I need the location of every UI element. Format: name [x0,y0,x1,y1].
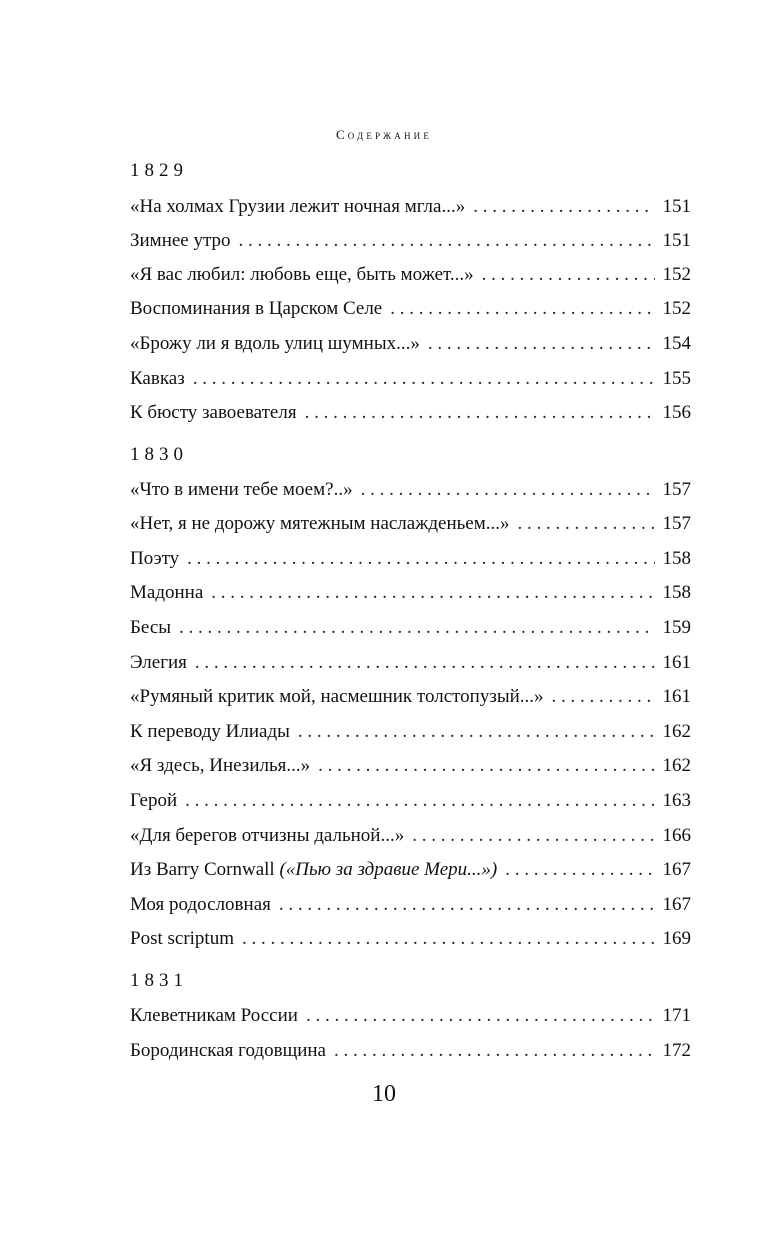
page-number: 152 [662,298,691,319]
toc-entry[interactable] [130,652,691,678]
page-number: 159 [662,617,691,638]
page-number: 158 [662,582,691,603]
leader-dots [242,928,655,950]
page-number: 157 [662,479,691,500]
leader-dots [482,264,655,286]
toc-entry[interactable] [130,333,691,359]
leader-dots [211,582,654,604]
leader-dots [505,859,654,881]
page-number: 172 [662,1040,691,1061]
leader-dots [179,617,654,639]
entry-title: Бородинская годовщина [130,1040,326,1061]
toc-entry[interactable] [130,617,691,643]
entry-title: Бесы [130,617,172,638]
toc-entry[interactable] [130,825,691,851]
entry-title: Мадонна [130,582,204,603]
page-number: 154 [662,333,691,354]
toc-entry[interactable] [130,548,691,574]
entry-title: Кавказ [130,368,185,389]
leader-dots [195,652,655,674]
toc-entry[interactable] [130,721,691,747]
entry-title: «Я здесь, Инезилья...» [130,755,311,776]
year-heading: 1829 [130,160,188,181]
page-number: 167 [662,859,691,880]
leader-dots [473,196,654,218]
leader-dots [298,721,655,743]
entry-title: «Румяный критик мой, насмешник толстопузый...» [130,686,544,707]
toc-entry[interactable] [130,894,691,920]
toc-entry[interactable] [130,513,691,539]
toc-entry[interactable] [130,1040,691,1066]
entry-title: Моя родословная [130,894,271,915]
entry-title: «Брожу ли я вдоль улиц шумных...» [130,333,420,354]
toc-entry[interactable] [130,264,691,290]
entry-title: «На холмах Грузии лежит ночная мгла...» [130,196,466,217]
page-number: 151 [662,196,691,217]
leader-dots [318,755,654,777]
entry-title: Герой [130,790,178,811]
toc-entry[interactable] [130,298,691,324]
toc-entry[interactable] [130,790,691,816]
entry-title: «Для берегов отчизны дальной...» [130,825,405,846]
leader-dots [305,402,655,424]
page-number: 166 [662,825,691,846]
page-number: 158 [662,548,691,569]
page-number: 161 [662,686,691,707]
year-heading: 1831 [130,970,188,991]
toc-entry[interactable] [130,230,691,256]
leader-dots [552,686,655,708]
leader-dots [428,333,655,355]
page-number: 163 [662,790,691,811]
entry-title-main: Из Barry Cornwall [130,859,275,880]
entry-title: Клеветникам России [130,1005,298,1026]
year-heading: 1830 [130,444,188,465]
page-number: 171 [662,1005,691,1026]
toc-entry[interactable] [130,196,691,222]
toc-entry[interactable] [130,479,691,505]
toc-entry[interactable] [130,755,691,781]
page-number: 169 [662,928,691,949]
entry-subtitle: («Пью за здравие Мери...») [279,859,498,880]
page-number: 156 [662,402,691,423]
entry-title: «Нет, я не дорожу мятежным наслажденьем...» [130,513,510,534]
toc-entry[interactable] [130,582,691,608]
toc-entry[interactable] [130,928,691,954]
entry-title: Зимнее утро [130,230,231,251]
toc-entry[interactable] [130,368,691,394]
page-number: 162 [662,721,691,742]
entry-title: Элегия [130,652,187,673]
toc-entry[interactable] [130,686,691,712]
leader-dots [361,479,655,501]
leader-dots [279,894,655,916]
entry-title: Воспоминания в Царском Селе [130,298,383,319]
page-number: 157 [662,513,691,534]
toc-entry[interactable] [130,859,691,885]
page-folio: 10 [372,1081,396,1107]
page-number: 162 [662,755,691,776]
entry-title [130,859,497,881]
leader-dots [193,368,655,390]
entry-title: К переводу Илиады [130,721,290,742]
page-number: 151 [662,230,691,251]
entry-title: Post scriptum [130,928,234,949]
leader-dots [390,298,654,320]
page-number: 155 [662,368,691,389]
page-number: 167 [662,894,691,915]
entry-title: К бюсту завоевателя [130,402,297,423]
leader-dots [239,230,655,252]
entry-title: «Что в имени тебе моем?..» [130,479,353,500]
entry-title: «Я вас любил: любовь еще, быть может...» [130,264,474,285]
leader-dots [306,1005,655,1027]
leader-dots [334,1040,655,1062]
leader-dots [518,513,655,535]
toc-entry[interactable] [130,402,691,428]
leader-dots [187,548,654,570]
contents-heading: Содержание [335,127,433,142]
entry-title: Поэту [130,548,180,569]
leader-dots [185,790,654,812]
toc-entry[interactable] [130,1005,691,1031]
page-number: 161 [662,652,691,673]
leader-dots [412,825,654,847]
page-number: 152 [662,264,691,285]
